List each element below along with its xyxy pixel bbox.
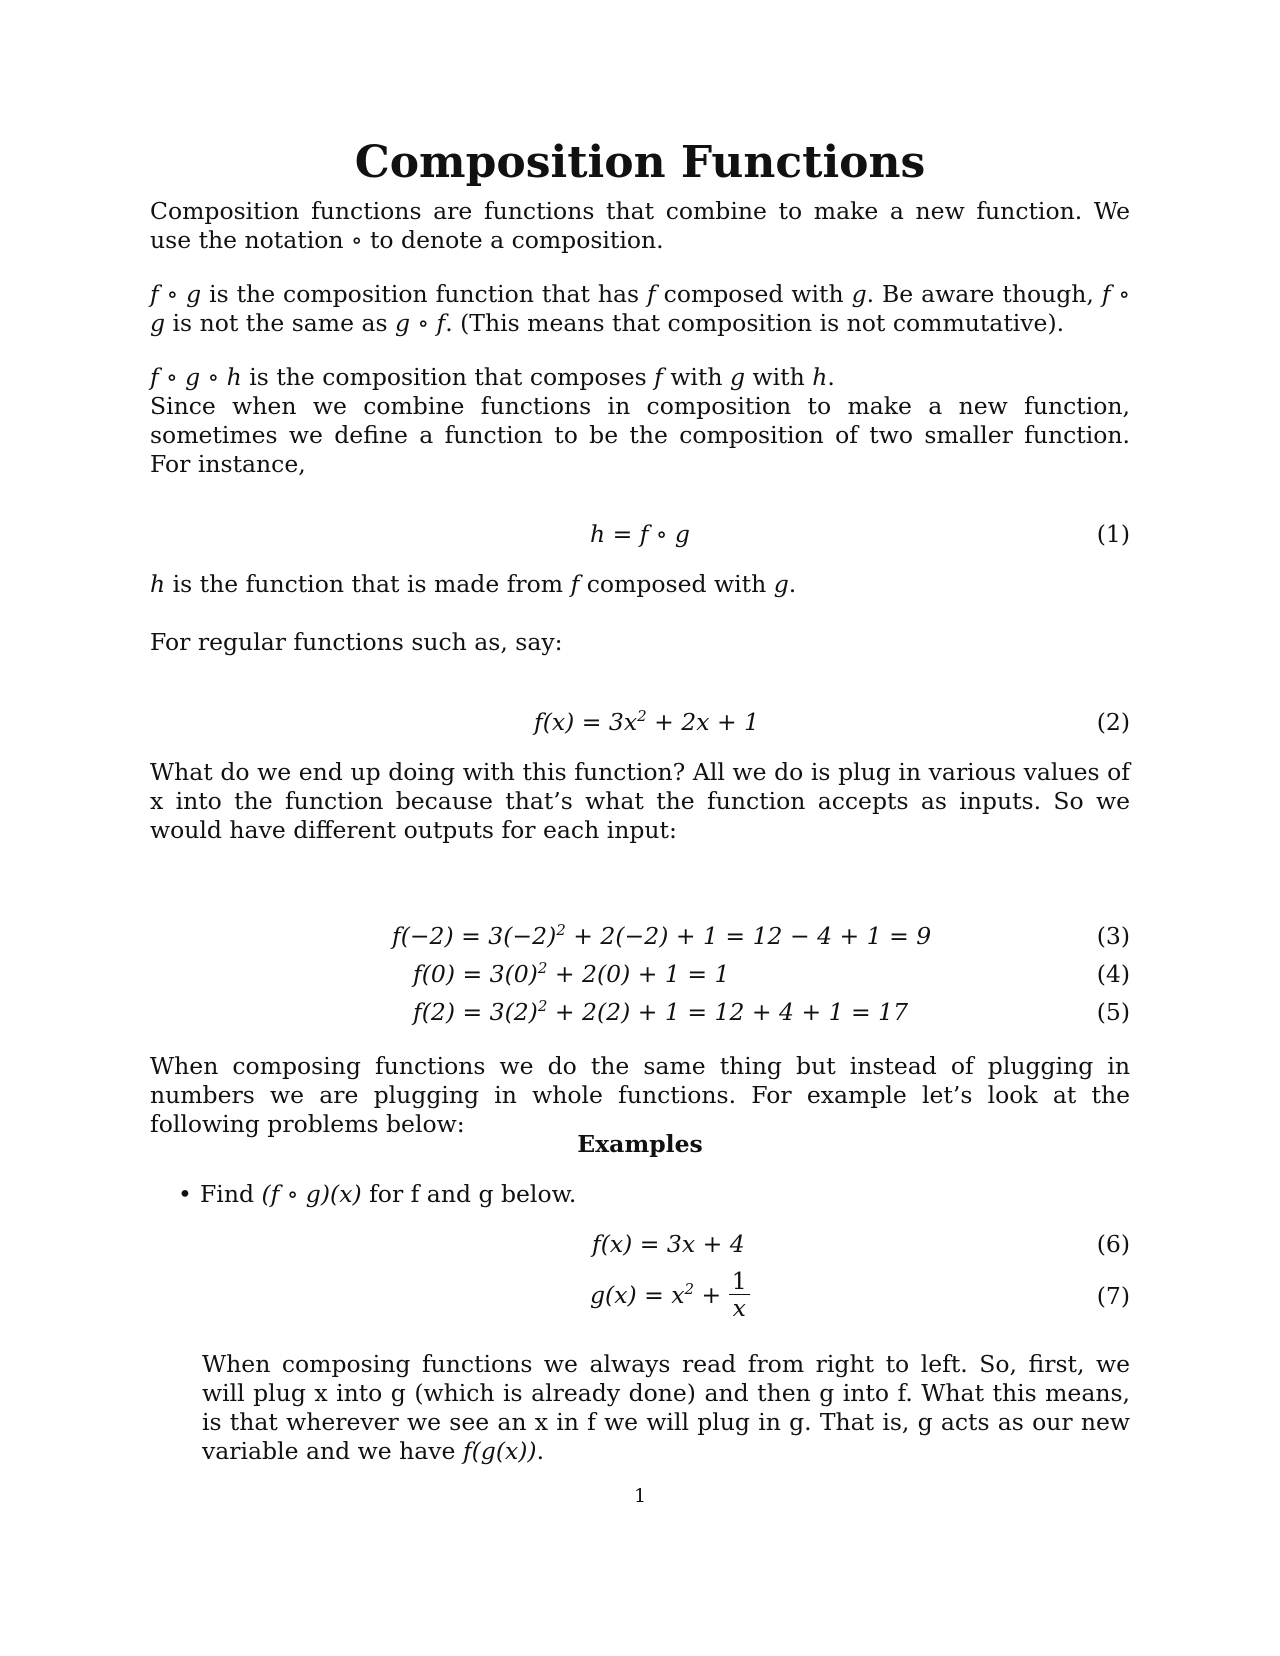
text: composed with [655, 280, 852, 308]
eq-part: f(2) = 3(2) [413, 998, 538, 1026]
h-definition-line [150, 570, 1130, 599]
eq-part: + 2x + 1 [646, 708, 760, 736]
eq-exponent: 2 [637, 707, 647, 725]
equation-7 [150, 1264, 1130, 1328]
equation-6-body: f(x) = 3x + 4 [592, 1230, 745, 1258]
text: When composing functions we always read from right to left. So, first, we will plug x into g (which is already done) and then g into f. What this means, is that wherever we see an x in f we will plug in g. That is, g acts as our new variable and we have [202, 1350, 1130, 1465]
math-gof: g ∘ f [395, 309, 446, 337]
eq-exponent: 2 [684, 1280, 695, 1298]
eq-part: f(0) = 3(0) [413, 960, 538, 988]
text: with [745, 363, 813, 391]
math-g: g [851, 280, 867, 308]
intro-paragraph: Composition functions are functions that combine to make a new function. We use the notation ∘ to denote a composition. [150, 197, 1130, 254]
text: . Be aware though, [866, 280, 1102, 308]
equation-3 [150, 922, 1130, 954]
equation-6-number: (6) [1096, 1230, 1130, 1258]
math-fog-x: (f ∘ g)(x) [261, 1180, 362, 1208]
explanation-paragraph [202, 1350, 1130, 1466]
math-g: g [773, 570, 789, 598]
equation-7-number: (7) [1096, 1282, 1130, 1310]
text: composed with [579, 570, 774, 598]
page-title: Composition Functions [354, 137, 926, 188]
eq-part: f(−2) = 3(−2) [392, 922, 557, 950]
math-fog: f ∘ g [150, 280, 1130, 337]
equation-5-body [413, 998, 908, 1027]
math-h: h [812, 363, 828, 391]
equation-1-number: (1) [1096, 520, 1130, 548]
equation-1 [150, 520, 1130, 552]
text: is the composition function that has [201, 280, 648, 308]
equation-1-body: h = f ∘ g [590, 520, 690, 548]
eq-exponent: 2 [556, 921, 566, 939]
equation-6 [150, 1230, 1130, 1262]
text: . (This means that composition is not commutative). [445, 309, 1065, 337]
examples-heading: Examples [577, 1130, 703, 1158]
eq-part: g(x) = x [590, 1281, 685, 1309]
math-g: g [730, 363, 746, 391]
bullet-marker: • [178, 1180, 192, 1208]
example-item-text [200, 1180, 576, 1209]
equation-2-body [534, 708, 759, 737]
text: is the composition that composes [241, 363, 655, 391]
commutativity-paragraph [150, 280, 1130, 338]
math-f: f [654, 363, 663, 391]
plug-in-paragraph: What do we end up doing with this function? All we do is plug in various values of x into the function because that’s what the function accepts as inputs. So we would have different outputs for each input: [150, 758, 1130, 844]
regular-functions-line: For regular functions such as, say: [150, 628, 563, 656]
definition-paragraph: Since when we combine functions in composition to make a new function, sometimes we define a function to be the composition of two smaller function. For instance, [150, 392, 1130, 478]
equation-2 [150, 708, 1130, 740]
equation-4-number: (4) [1096, 960, 1130, 988]
equation-4 [150, 960, 1130, 992]
eq-part: f(x) = 3x [534, 708, 638, 736]
fraction [729, 1268, 750, 1321]
eq-part: + 2(−2) + 1 = 12 − 4 + 1 = 9 [565, 922, 932, 950]
equation-3-body [392, 922, 931, 951]
equation-5 [150, 998, 1130, 1030]
equation-2-number: (2) [1096, 708, 1130, 736]
eq-part: + 2(0) + 1 = 1 [547, 960, 730, 988]
equation-3-number: (3) [1096, 922, 1130, 950]
text: for f and g below. [361, 1180, 577, 1208]
eq-part: + [694, 1281, 729, 1309]
text: . [788, 570, 797, 598]
page-number: 1 [633, 1485, 647, 1507]
text: Find [200, 1180, 262, 1208]
equation-5-number: (5) [1096, 998, 1130, 1026]
eq-part: + 2(2) + 1 = 12 + 4 + 1 = 17 [547, 998, 909, 1026]
math-h: h [150, 570, 166, 598]
fraction-numerator: 1 [729, 1268, 750, 1295]
math-fog: f ∘ g [150, 280, 202, 308]
math-fogoh: f ∘ g ∘ h [150, 363, 242, 391]
equation-4-body [413, 960, 729, 989]
equation-7-body [590, 1267, 750, 1323]
text: with [662, 363, 730, 391]
composing-paragraph: When composing functions we do the same thing but instead of plugging in numbers we are plugging in whole functions. For example let’s look at the following problems below: [150, 1052, 1130, 1138]
text: . [827, 363, 835, 391]
math-f: f [647, 280, 656, 308]
eq-exponent: 2 [537, 997, 548, 1015]
eq-exponent: 2 [537, 959, 548, 977]
math-fgx: f(g(x)) [462, 1437, 537, 1465]
text: is not the same as [165, 309, 395, 337]
text: . [536, 1437, 545, 1465]
triple-composition-line [150, 363, 1130, 392]
text: is the function that is made from [165, 570, 571, 598]
math-f: f [570, 570, 580, 598]
fraction-denominator: x [732, 1294, 746, 1322]
